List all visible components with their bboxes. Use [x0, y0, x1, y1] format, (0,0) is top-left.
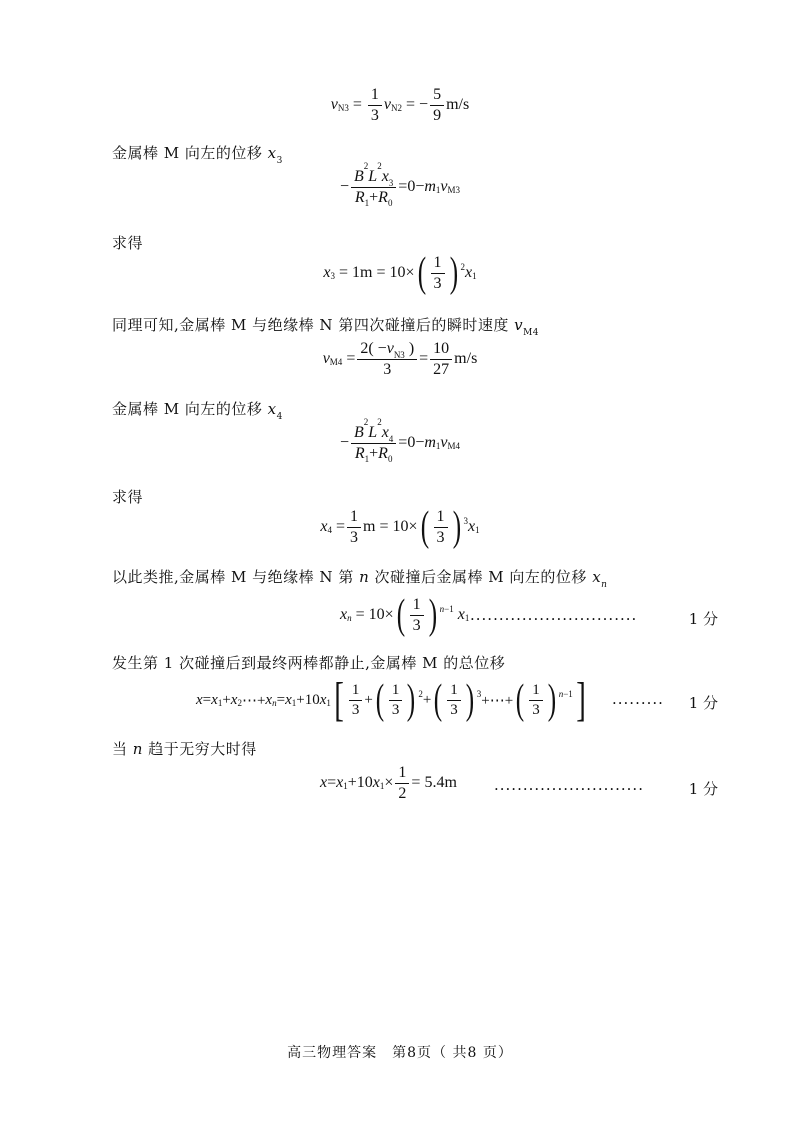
score-label: 1 分: [688, 780, 718, 798]
text-line-2: 求得: [112, 234, 144, 252]
equation-energy-x4: − $\frac{B^2L^2x_4}{R_1+R_0}$ =0− m $_1$ v $_{M4}$: [339, 417, 461, 465]
text-line-5: 求得: [112, 488, 144, 506]
score-label: 1 分: [688, 610, 718, 628]
score-label: 1 分: [688, 694, 718, 712]
text-line-8: 当 n 趋于无穷大时得: [112, 740, 257, 758]
dot-leader: ·····························: [470, 610, 638, 628]
equation-vM4: v $_{M4}$ = $\frac{2( -v_{N3} )}{3}$ = $\frac{10}{27}$ m/s: [322, 340, 478, 378]
text-line-1: 金属棒 M 向左的位移 $x_3$: [112, 144, 283, 166]
dot-leader: ··························: [494, 780, 644, 798]
text-line-3: 同理可知,金属棒 M 与绝缘棒 N 第四次碰撞后的瞬时速度 $v_{M4}$: [112, 316, 540, 338]
equation-final-row: x = x $_1$ +10 x $_1$ × $\frac{1}{2}$ = 5.4m ·························· 1 分: [320, 764, 718, 802]
equation-xn-row: x $_n$ = 10× ( $\frac{1}{3}$ ) $^{n -1}$ x $_1$ ····························· 1 分: [340, 592, 718, 638]
equation-total-row: x = x $_1$ + x $_2$ ⋯+ x $_n$ = x $_1$ +10 x $_1$ [ $\frac{1}{3}$ + ( $\frac{1}{3}$ ) $^2$ + ( $\frac{1}{3}$ ) $^3$ +⋯+ ( $\frac{1}{3}$ ) $^{n -1}$ ] ········· 1 分: [196, 673, 718, 726]
equation-x3: x $_3$ = 1m = 10× ( $\frac{1}{3}$ ) $^2$ x $_1$: [323, 250, 477, 296]
dot-leader: ·········: [612, 694, 664, 712]
equation-energy-x3: − $\frac{B^2L^2x_3}{R_1+R_0}$ =0− m $_1$ v $_{M3}$: [339, 161, 461, 209]
text-line-7: 发生第 1 次碰撞后到最终两棒都静止,金属棒 M 的总位移: [112, 654, 506, 672]
text-line-4: 金属棒 M 向左的位移 $x_4$: [112, 400, 283, 422]
equation-x4: x $_4$ = $\frac{1}{3}$ m = 10× ( $\frac{1}{3}$ ) $^3$ x $_1$: [320, 504, 480, 550]
equation-vN3: v $_{N3}$ = $\frac{1}{3}$ v $_{N2}$ = − $\frac{5}{9}$ m/s: [330, 86, 470, 124]
page-footer: 高三物理答案 第8页（ 共8 页）: [287, 1045, 513, 1061]
text-line-6: 以此类推,金属棒 M 与绝缘棒 N 第 n 次碰撞后金属棒 M 向左的位移 $x_n$: [112, 568, 608, 590]
